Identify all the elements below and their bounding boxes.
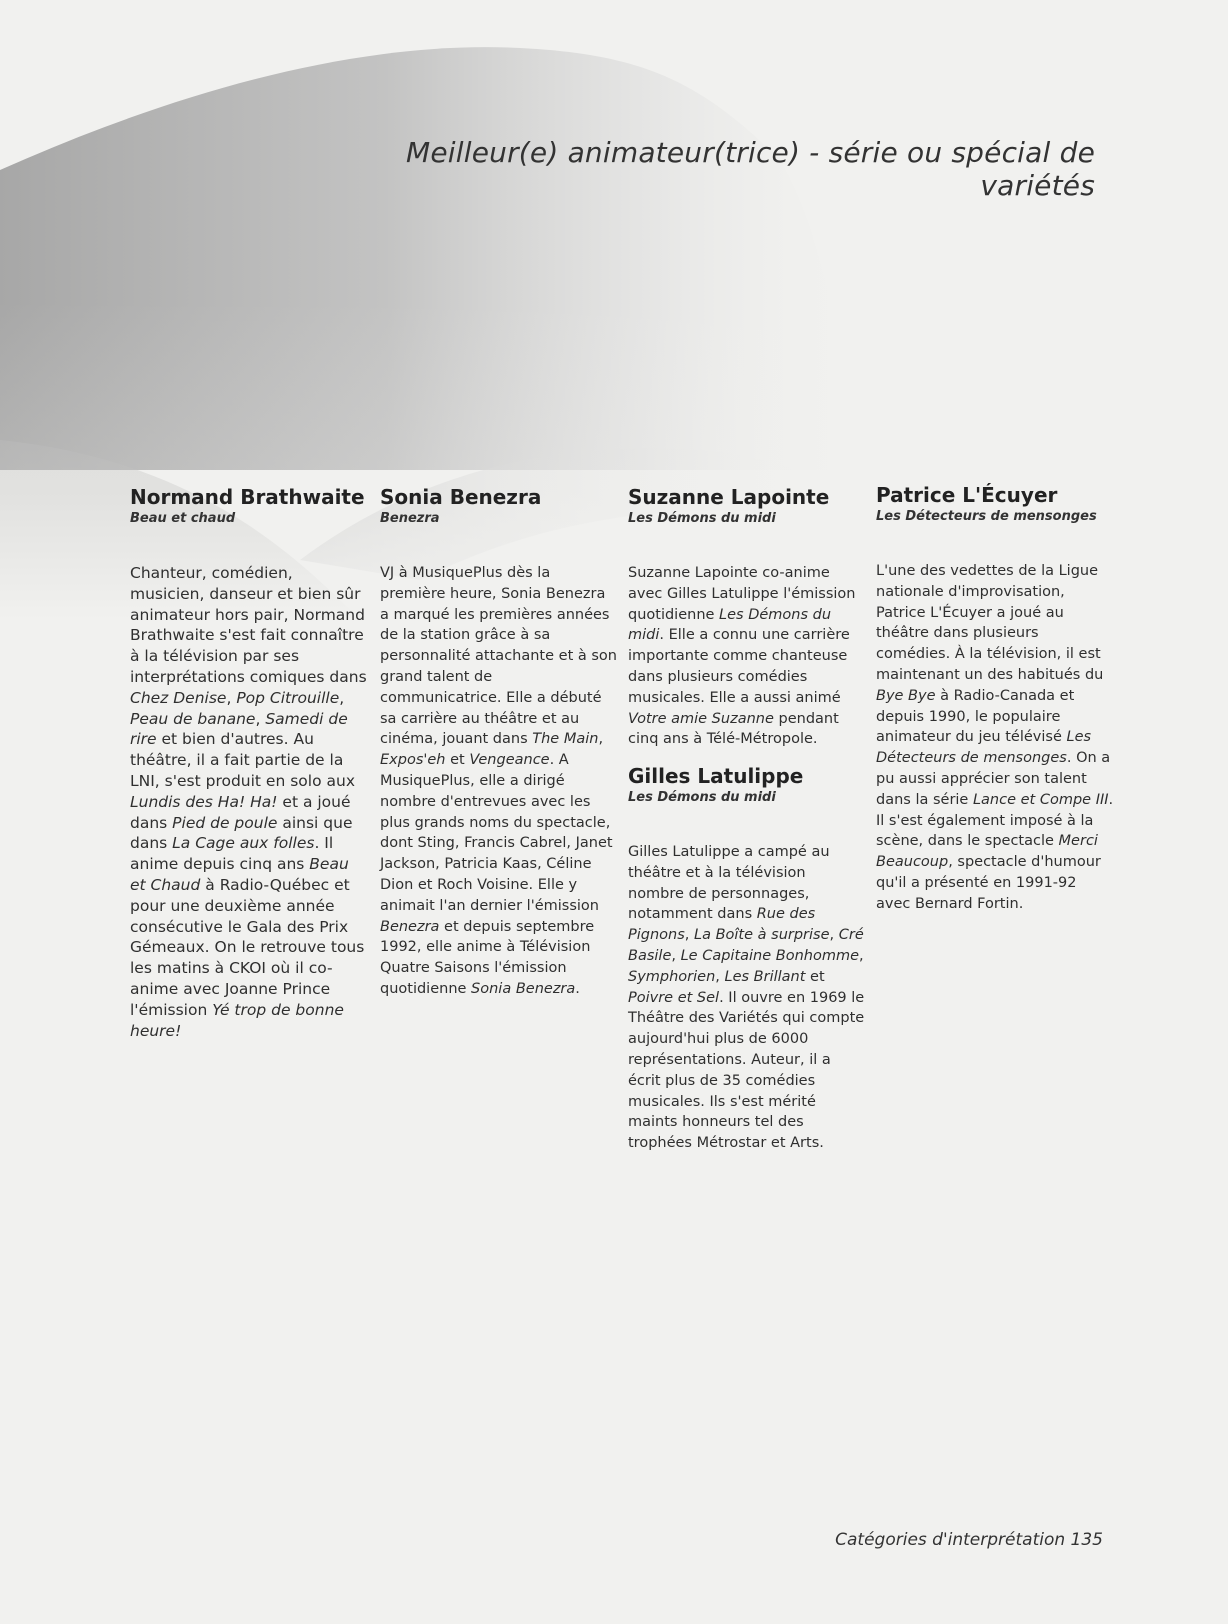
bio-title-italic: Beau et Chaud [130, 855, 349, 894]
bio-text: . Il s'est également imposé à la scène, dans le spectacle [876, 791, 1114, 850]
bio-text: et depuis septembre 1992, elle anime à Télévision Quatre Saisons l'émission quotidienne [380, 918, 595, 997]
nominee-3 [628, 484, 866, 750]
bio-title-italic: Poivre et Sel [628, 989, 720, 1006]
bio-text: Suzanne Lapointe co-anime avec Gilles Latulippe l'émission quotidienne [628, 565, 856, 623]
bio-text: L'une des vedettes de la Ligue nationale d'improvisation, Patrice L'Écuyer a joué au théâtre dans plusieurs comédies. À la télévision, il est maintenant un des habitués du [876, 563, 1104, 683]
bio-title-italic: Pied de poule [172, 813, 278, 832]
bio-text: , [671, 947, 681, 964]
bio-text: . Il anime depuis cinq ans [130, 834, 334, 874]
bio-text: , [684, 927, 695, 944]
nominee-bio [130, 563, 368, 1041]
bio-title-italic: Merci Beaucoup [876, 833, 1098, 871]
nominee-name: Sonia Benezra [380, 485, 542, 509]
bio-text: , [859, 947, 864, 964]
nominee-bio [628, 563, 866, 750]
bio-text: , [829, 927, 839, 944]
bio-title-italic: Le Capitaine Bonhomme [680, 947, 860, 964]
bio-title-italic: Expos'eh [380, 752, 446, 769]
bio-text: et bien d'autres. Au théâtre, il a fait partie de la LNI, s'est produit en solo aux [130, 730, 355, 790]
bio-title-italic: Les Démons du midi [628, 606, 832, 644]
bio-text: ainsi que dans [130, 813, 353, 853]
nominee-name: Patrice L'Écuyer [876, 483, 1058, 507]
bio-text: , [255, 709, 266, 728]
bio-text: , [339, 688, 345, 707]
bio-text: Gilles Latulippe a campé au théâtre et à la télévision nombre de personnages, notamment dans [628, 844, 830, 923]
nominee-bio [380, 563, 618, 1000]
nominee-5 [876, 482, 1114, 915]
bio-text: , [598, 731, 604, 748]
bio-title-italic: Vengeance [469, 752, 550, 769]
nominee-bio [876, 561, 1114, 915]
bio-text: à Radio-Québec et pour une deuxième année consécutive le Gala des Prix Gémeaux. On le retrouve tous les matins à CKOI où il co-anime avec Joanne Prince l'émission [130, 875, 365, 1019]
bio-text: pendant cinq ans à Télé-Métropole. [628, 710, 839, 748]
bio-text: à Radio-Canada et depuis 1990, le populaire animateur du jeu télévisé [876, 687, 1075, 746]
page-title: Meilleur(e) animateur(trice) - série ou spécial de variétés [405, 136, 1095, 202]
nominee-name: Normand Brathwaite [130, 485, 365, 509]
bio-title-italic: Rue des Pignons [628, 906, 816, 944]
bio-title-italic: Bye Bye [876, 687, 936, 704]
bio-text: , spectacle d'humour qu'il a présenté en 1991-92 avec Bernard Fortin. [876, 854, 1101, 912]
nominee-show: Benezra [380, 511, 440, 526]
bio-title-italic: The Main [532, 731, 599, 748]
bio-text: et [445, 752, 470, 769]
bio-title-italic: Sonia Benezra [471, 980, 576, 997]
bio-text: Chanteur, comédien, musicien, danseur et bien sûr animateur hors pair, Normand Brathwaite s'est fait connaître à la télévision par ses interprétations comiques dans [130, 564, 367, 686]
bio-title-italic: Cré Basile [628, 927, 864, 964]
bio-title-italic: Symphorien [628, 968, 716, 985]
bio-title-italic: Chez Denise [130, 688, 227, 707]
nominee-show: Les Démons du midi [628, 790, 776, 805]
bio-text: . A MusiquePlus, elle a dirigé nombre d'entrevues avec les plus grands noms du spectacle, dont Sting, Francis Cabrel, Janet Jackson, Patricia Kaas, Céline Dion et Roch Voisine. Elle y animait l'an dernier l'émission [380, 752, 613, 914]
bio-title-italic: La Boîte à surprise [694, 927, 830, 944]
bio-title-italic: Benezra [380, 918, 440, 935]
bio-text: et [805, 968, 825, 985]
bio-title-italic: Lundis des Ha! Ha! [130, 792, 278, 811]
bio-text: . On a pu aussi apprécier son talent dans la série [876, 750, 1111, 808]
nominee-show: Les Détecteurs de mensonges [876, 509, 1097, 524]
nominee-show: Beau et chaud [130, 511, 236, 526]
page-footer: Catégories d'interprétation 135 [835, 1530, 1103, 1550]
bio-title-italic: Lance et Compe III [972, 791, 1109, 808]
nominee-4 [628, 763, 866, 1154]
bio-title-italic: Votre amie Suzanne [628, 710, 774, 727]
bio-text: . Elle a connu une carrière importante comme chanteuse dans plusieurs comédies musicales. Elle a aussi animé [628, 627, 850, 706]
nominee-name: Gilles Latulippe [628, 764, 804, 788]
bio-text: . Il ouvre en 1969 le Théâtre des Variétés qui compte aujourd'hui plus de 6000 représentations. Auteur, il a écrit plus de 35 comédies musicales. Ils s'est mérité maints honneurs tel des trophées Métrostar et Arts. [628, 989, 865, 1152]
bio-text: , [715, 968, 725, 985]
bio-title-italic: Samedi de rire [130, 709, 348, 749]
nominee-name: Suzanne Lapointe [628, 485, 830, 509]
bio-text: VJ à MusiquePlus dès la première heure, Sonia Benezra a marqué les premières années de la station grâce à sa personnalité attachante et à son grand talent de communicatrice. Elle a débuté sa carrière au théâtre et au cinéma, jouant dans [380, 565, 617, 748]
nominee-2 [380, 484, 618, 1000]
bio-title-italic: Pop Citrouille [236, 688, 340, 707]
bio-title-italic: Les Brillant [724, 968, 806, 985]
bio-title-italic: Les Détecteurs de mensonges [876, 729, 1092, 767]
bio-text: , [226, 688, 237, 707]
nominee-show: Les Démons du midi [628, 511, 776, 526]
nominee-bio [628, 842, 866, 1154]
nominee-1 [130, 484, 368, 1041]
bio-title-italic: Yé trop de bonne heure! [130, 1000, 344, 1040]
bio-title-italic: Peau de banane [130, 709, 256, 728]
bio-text: et a joué dans [130, 792, 351, 832]
bio-text: . [575, 980, 580, 997]
bio-title-italic: La Cage aux folles [172, 834, 315, 853]
